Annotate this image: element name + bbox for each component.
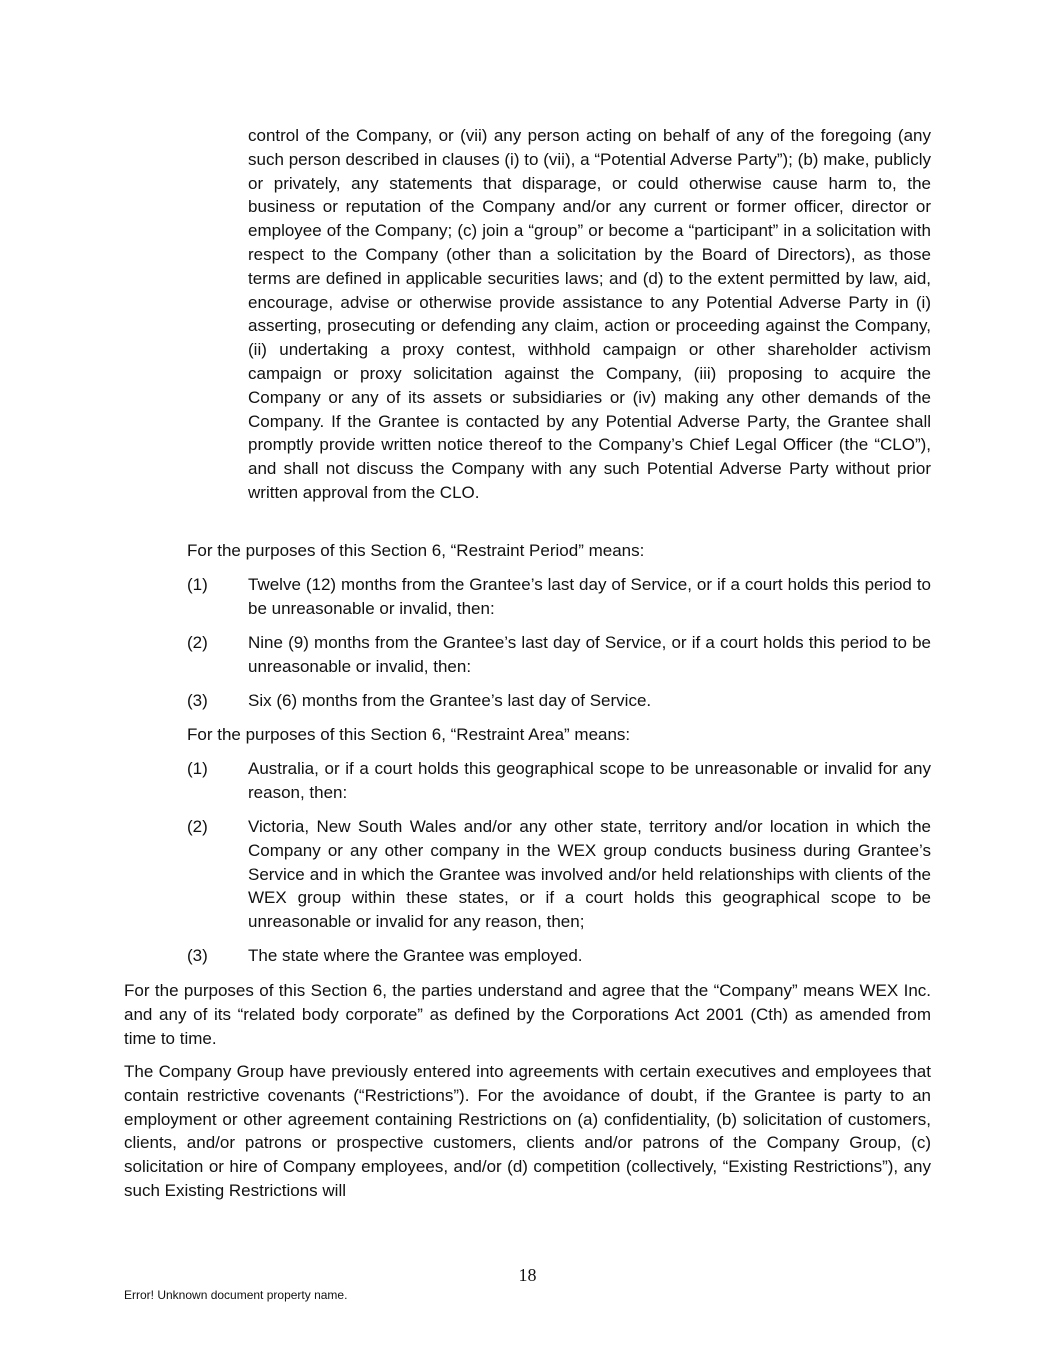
company-definition-paragraph: For the purposes of this Section 6, the parties understand and agree that the “Company” means WEX Inc. and any of its “related body corporate” as defined by the Corporations Act 2001 (Cth) as amended from time to time. <box>124 981 931 1048</box>
list-number: (1) <box>187 575 208 594</box>
list-item-text: Australia, or if a court holds this geographical scope to be unreasonable or invalid for any reason, then: <box>248 759 931 802</box>
list-number: (3) <box>187 946 208 965</box>
continuation-paragraph: control of the Company, or (vii) any person acting on behalf of any of the foregoing (any such person described in clauses (i) to (vii), a “Potential Adverse Party”); (b) make, publicly or privately, any statements that disparage, or could otherwise cause harm to, the business or reputation of the Company and/or any current or former officer, director or employee of the Company; (c) join a “group” or become a “participant” in a solicitation with respect to the Company (other than a solicitation by the Board of Directors), as those terms are defined in applicable securities laws; and (d) to the extent permitted by law, aid, encourage, advise or otherwise provide assistance to any Potential Adverse Party in (i) asserting, prosecuting or defending any claim, action or proceeding against the Company, (ii) undertaking a proxy contest, withhold campaign or other shareholder activism campaign or proxy solicitation against the Company, (iii) proposing to acquire the Company or any of its assets or subsidiaries or (iv) making any other demands of the Company. If the Grantee is contacted by any Potential Adverse Party, the Grantee shall promptly provide written notice thereof to the Company’s Chief Legal Officer (the “CLO”), and shall not discuss the Company with any such Potential Adverse Party without prior written approval from the CLO. <box>248 126 931 502</box>
existing-restrictions-paragraph: The Company Group have previously entered into agreements with certain executives and employees that contain restrictive covenants (“Restrictions”). For the avoidance of doubt, if the Grantee is party to an employment or other agreement containing Restrictions on (a) confidentiality, (b) solicitation of customers, clients, and/or patrons or prospective customers, clients and/or patrons of the Company Group, (c) solicitation or hire of Company employees, and/or (d) competition (collectively, “Existing Restrictions”), any such Existing Restrictions will <box>124 1062 931 1200</box>
list-item-text: Victoria, New South Wales and/or any other state, territory and/or location in which the Company or any other company in the WEX group conducts business during Grantee’s Service and in which the Grantee was involved and/or held relationships with clients of the WEX group within these states, or if a court holds this geographical scope to be unreasonable or invalid for any reason, then; <box>248 817 931 932</box>
footer-note: Error! Unknown document property name. <box>124 1288 348 1302</box>
list-number: (2) <box>187 633 208 652</box>
list-item-text: Twelve (12) months from the Grantee’s last day of Service, or if a court holds this period to be unreasonable or invalid, then: <box>248 575 931 618</box>
list-item-text: The state where the Grantee was employed. <box>248 946 583 965</box>
restraint-area-lead: For the purposes of this Section 6, “Restraint Area” means: <box>187 725 631 744</box>
restraint-period-lead: For the purposes of this Section 6, “Restraint Period” means: <box>187 541 645 560</box>
list-number: (1) <box>187 759 208 778</box>
list-number: (3) <box>187 691 208 710</box>
list-item-text: Nine (9) months from the Grantee’s last day of Service, or if a court holds this period to be unreasonable or invalid, then: <box>248 633 931 676</box>
page-number: 18 <box>518 1265 537 1285</box>
list-number: (2) <box>187 817 208 836</box>
list-item-text: Six (6) months from the Grantee’s last day of Service. <box>248 691 652 710</box>
